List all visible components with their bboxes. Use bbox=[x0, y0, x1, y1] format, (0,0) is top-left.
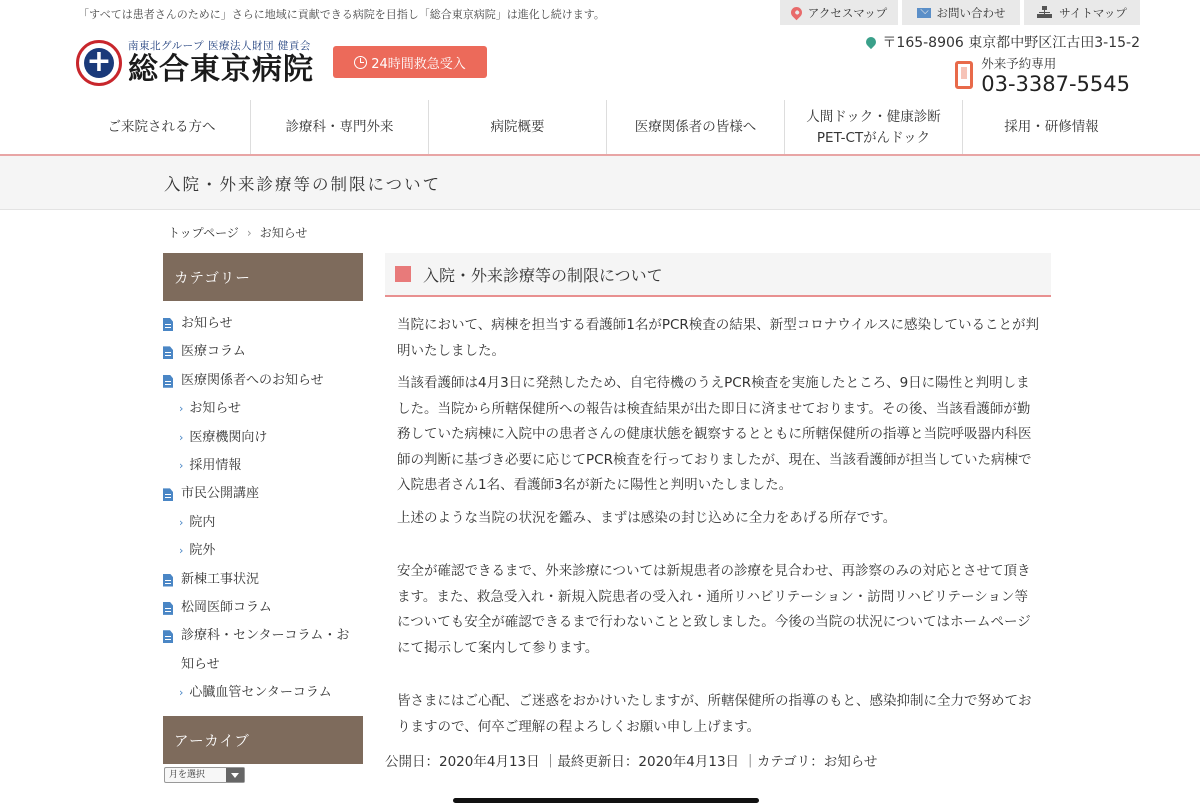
sitemap-label: サイトマップ bbox=[1059, 5, 1127, 20]
archive-select-value: 月を選択 bbox=[169, 770, 206, 780]
page-title-band bbox=[0, 156, 1200, 210]
mobile-phone-icon bbox=[955, 61, 973, 89]
post-header bbox=[385, 253, 1051, 297]
category-item[interactable] bbox=[163, 594, 363, 622]
address-text: 〒165-8906 東京都中野区江古田3-15-2 bbox=[882, 35, 1140, 51]
archive-heading: アーカイブ bbox=[163, 716, 363, 764]
category-item[interactable] bbox=[163, 310, 363, 338]
category-label: 医療関係者へのお知らせ bbox=[181, 372, 324, 388]
category-item[interactable] bbox=[163, 338, 363, 366]
category-subitem[interactable] bbox=[163, 679, 363, 707]
logo-hospital-name: 総合東京病院 bbox=[128, 52, 314, 87]
category-label: 採用情報 bbox=[189, 457, 242, 473]
hospital-emblem-icon bbox=[76, 40, 122, 86]
chevron-right-icon: › bbox=[179, 544, 184, 558]
category-item[interactable] bbox=[163, 367, 363, 395]
emergency-24h-button[interactable] bbox=[333, 46, 487, 78]
top-links bbox=[780, 0, 1140, 25]
breadcrumb bbox=[168, 224, 307, 241]
document-icon bbox=[163, 346, 173, 359]
location-pin-icon bbox=[864, 35, 878, 49]
contact-label: お問い合わせ bbox=[936, 5, 1006, 20]
post-paragraph: 当院において、病棟を担当する看護師1名がPCR検査の結果、新型コロナウイルスに感染していることが判明いたしました。 bbox=[397, 317, 1039, 359]
category-subitem[interactable] bbox=[163, 537, 363, 565]
access-map-label: アクセスマップ bbox=[807, 5, 888, 20]
post-title: 入院・外来診療等の制限について bbox=[423, 265, 663, 285]
category-label: 松岡医師コラム bbox=[181, 599, 272, 615]
category-item[interactable] bbox=[163, 480, 363, 508]
access-map-link[interactable] bbox=[780, 0, 898, 25]
global-nav bbox=[73, 100, 1140, 155]
chevron-right-icon: › bbox=[179, 686, 184, 700]
category-label: 新棟工事状況 bbox=[181, 571, 260, 587]
category-label: お知らせ bbox=[181, 316, 233, 331]
category-subitem[interactable] bbox=[163, 395, 363, 423]
phone-label: 外来予約専用 bbox=[981, 56, 1057, 71]
emergency-button-label: 24時間救急受入 bbox=[371, 56, 466, 72]
title-square-icon bbox=[395, 266, 411, 282]
hospital-address bbox=[866, 32, 1140, 52]
chevron-right-icon: › bbox=[179, 402, 184, 416]
hospital-logo[interactable] bbox=[76, 38, 314, 87]
chevron-right-icon: › bbox=[179, 515, 184, 529]
mail-icon bbox=[917, 8, 931, 18]
chevron-right-icon: › bbox=[179, 430, 184, 444]
category-label: 院内 bbox=[189, 514, 216, 530]
category-subitem[interactable] bbox=[163, 509, 363, 537]
breadcrumb-current[interactable]: お知らせ bbox=[259, 226, 308, 240]
category-subitem[interactable] bbox=[163, 424, 363, 452]
page-title: 入院・外来診療等の制限について bbox=[164, 175, 442, 194]
category-label: 院外 bbox=[189, 543, 216, 559]
document-icon bbox=[163, 630, 173, 643]
nav-item-recruit[interactable]: 採用・研修情報 bbox=[1004, 119, 1099, 135]
post-paragraph: 皆さまにはご心配、ご迷惑をおかけいたしますが、所轄保健所の指導のもと、感染抑制に全力で努めておりますので、何卒ご理解の程よろしくお願い申し上げます。 bbox=[397, 693, 1032, 735]
document-icon bbox=[163, 318, 173, 331]
post-paragraph: 上述のような当院の状況を鑑み、まずは感染の封じ込めに全力をあげる所存です。 bbox=[397, 509, 897, 526]
breadcrumb-chevron-icon: › bbox=[246, 225, 252, 240]
clock-icon bbox=[354, 56, 367, 69]
sitemap-icon bbox=[1037, 6, 1053, 19]
sitemap-link[interactable] bbox=[1024, 0, 1140, 25]
post-paragraph: 安全が確認できるまで、外来診療については新規患者の診療を見合わせ、再診察のみの対応とさせて頂きます。また、救急受入れ・新規入院患者の受入れ・通所リハビリテーション・訪問リハビリテーション等についても安全が確認できるまで行わないことと致しました。今後の当院の状況についてはホームページにて掲示して案内して参ります。 bbox=[397, 563, 1031, 656]
document-icon bbox=[163, 375, 173, 388]
category-label: 医療機関向け bbox=[189, 429, 268, 445]
document-icon bbox=[163, 488, 173, 501]
category-subitem[interactable] bbox=[163, 452, 363, 480]
chevron-right-icon: › bbox=[179, 458, 184, 472]
category-label: 市民公開講座 bbox=[181, 486, 260, 502]
nav-item-about[interactable]: 病院概要 bbox=[429, 100, 607, 155]
post-body bbox=[397, 313, 1039, 747]
home-indicator bbox=[453, 798, 759, 803]
breadcrumb-home[interactable]: トップページ bbox=[168, 226, 239, 240]
category-label: 心臓血管センターコラム bbox=[189, 685, 332, 701]
logo-group-name: 南東北グループ 医療法人財団 健貢会 bbox=[128, 40, 311, 52]
category-label: 医療コラム bbox=[181, 344, 246, 360]
category-item[interactable] bbox=[163, 566, 363, 594]
nav-item-medical-professionals[interactable]: 医療関係者の皆様へ bbox=[607, 100, 785, 155]
category-heading: カテゴリー bbox=[163, 253, 363, 301]
nav-item-departments[interactable]: 診療科・専門外来 bbox=[251, 100, 429, 155]
contact-link[interactable] bbox=[902, 0, 1020, 25]
document-icon bbox=[163, 602, 173, 615]
site-tagline: 「すべては患者さんのために」さらに地域に貢献できる病院を目指し「総合東京病院」は進化し続けます。 bbox=[78, 8, 605, 21]
category-label: 診療科・センターコラム・お知らせ bbox=[181, 628, 350, 672]
category-label: お知らせ bbox=[189, 401, 242, 417]
nav-checkup-line2: PET-CTがんドック bbox=[816, 129, 931, 146]
nav-checkup-line1: 人間ドック・健康診断 bbox=[806, 108, 941, 125]
chevron-down-icon bbox=[226, 768, 244, 782]
post-paragraph: 当該看護師は4月3日に発熱したため、自宅待機のうえPCR検査を実施したところ、9日に陽性と判明しました。当院から所轄保健所への報告は検査結果が出た即日に済ませております。その後、当該看護師が勤務していた病棟に入院中の患者さんの健康状態を観察するとともに所轄保健所の指導と当院呼吸器内科医師の判断に基づき必要に応じてPCR検査を行っておりましたが、現在、当該看護師が担当していた病棟で入院患者さん1名、看護師3名が新たに陽性と判明いたしました。 bbox=[397, 375, 1032, 493]
reservation-phone[interactable] bbox=[955, 54, 1130, 96]
nav-item-health-checkup[interactable] bbox=[785, 100, 963, 155]
category-item[interactable] bbox=[163, 622, 363, 679]
category-list bbox=[163, 310, 363, 707]
document-icon bbox=[163, 574, 173, 587]
post-meta: 公開日：2020年4月13日 ｜最終更新日：2020年4月13日 ｜カテゴリ：お知らせ bbox=[385, 754, 878, 770]
nav-item-visitors[interactable]: ご来院される方へ bbox=[73, 100, 251, 155]
map-pin-icon bbox=[788, 5, 804, 21]
archive-month-select[interactable] bbox=[164, 767, 245, 783]
phone-number: 03-3387-5545 bbox=[981, 72, 1130, 96]
